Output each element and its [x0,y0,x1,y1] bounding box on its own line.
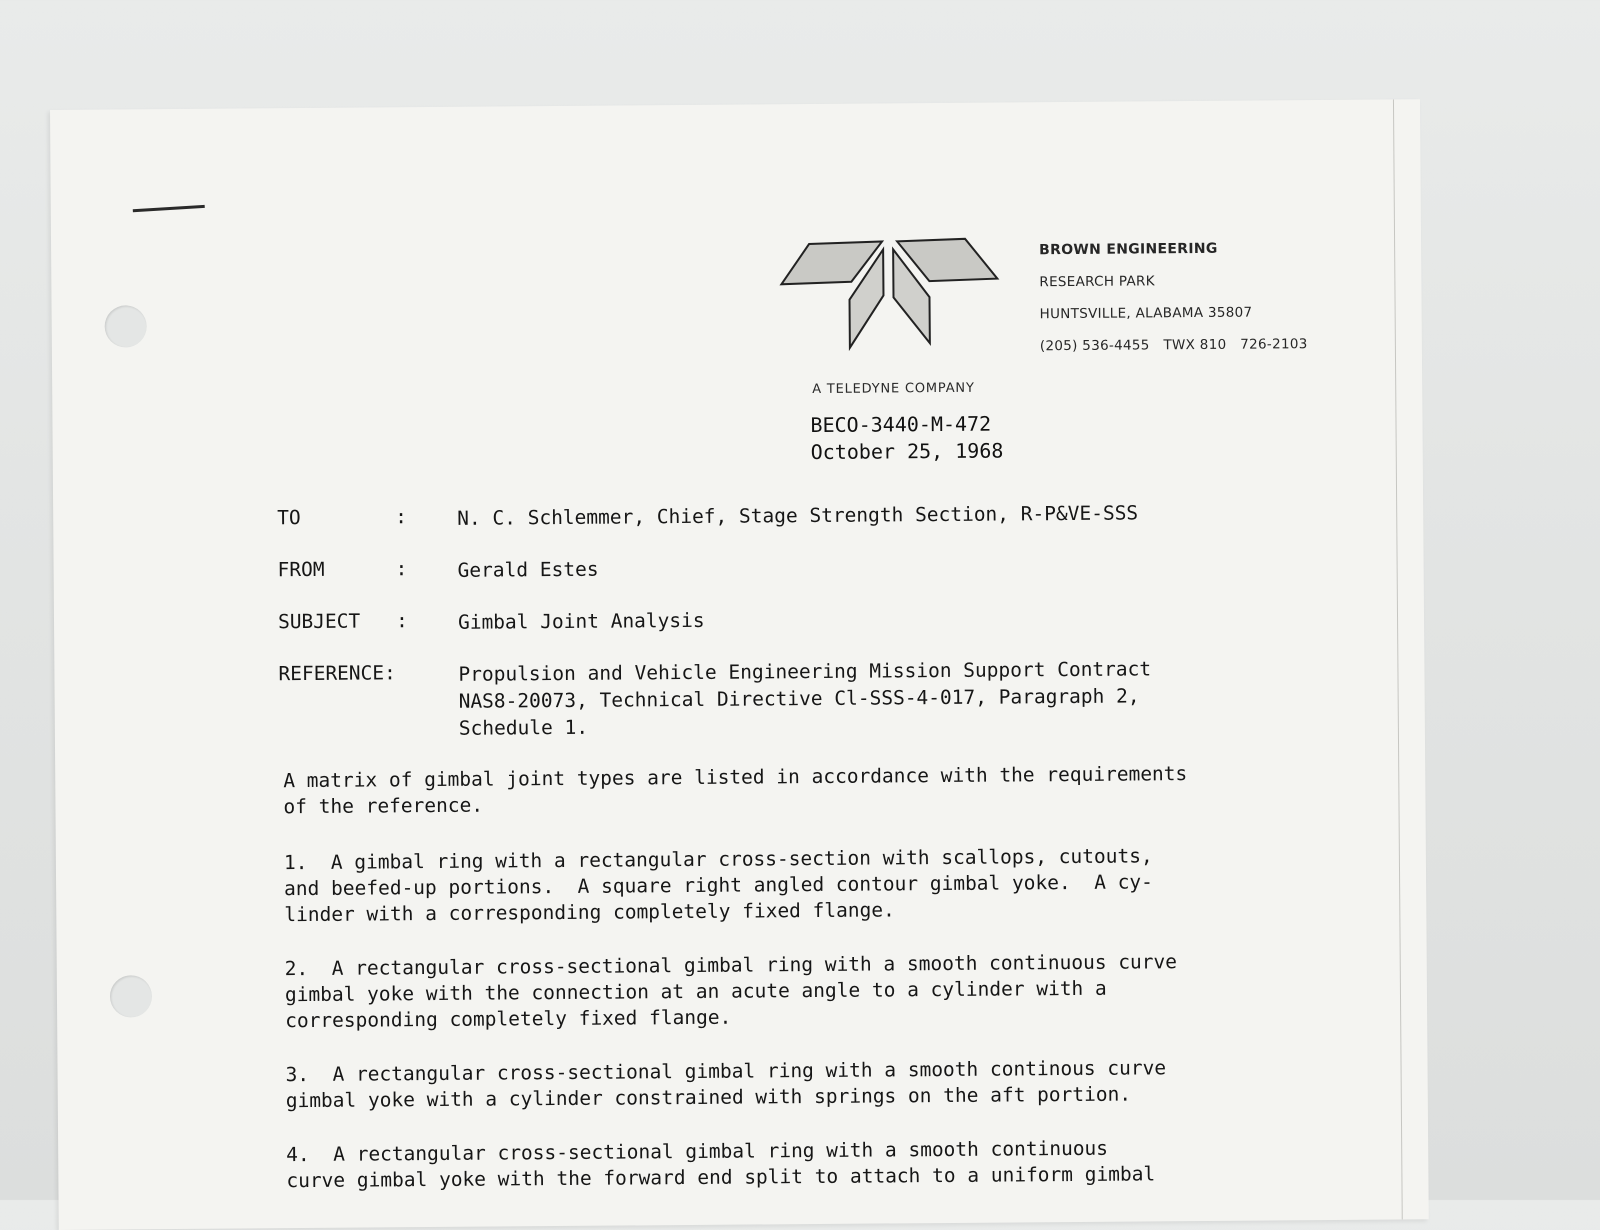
subject-label: SUBJECT [277,609,361,634]
item-line: 1. A gimbal ring with a rectangular cross-section with scallops, cutouts, [283,844,1153,875]
item-line: curve gimbal yoke with the forward end split to attach to a uniform gimbal [286,1162,1156,1193]
list-item [284,842,1345,928]
subject-value: Gimbal Joint Analysis [457,608,705,634]
phone-line: (205) 536-4455 TWX 810 726-2103 [1039,336,1308,355]
item-line: 4. A rectangular cross-sectional gimbal ring with a smooth continuous [286,1136,1109,1167]
reference-label: REFERENCE: [278,661,396,686]
item-line: and beefed-up portions. A square right angled contour gimbal yoke. A cy- [284,870,1153,901]
list-item [286,1134,1346,1194]
punch-hole-top [105,305,147,347]
from-value: Gerald Estes [457,557,599,582]
teledyne-logo-icon [779,235,1002,353]
item-line: linder with a corresponding completely fixed flange. [284,898,895,927]
subject-colon: : [395,609,408,633]
memo-date: October 25, 1968 [810,438,1004,465]
punch-hole-bottom [110,975,152,1017]
company-name: BROWN ENGINEERING [1039,240,1218,259]
page-fold-line [1393,99,1403,1219]
intro-paragraph [283,760,1343,820]
reference-line: Schedule 1. [458,715,589,740]
list-item [285,1054,1345,1114]
reference-value [458,655,1151,741]
to-value: N. C. Schlemmer, Chief, Stage Strength Section, R-P&VE-SSS [457,501,1139,530]
item-line: gimbal yoke with a cylinder constrained with springs on the aft portion. [285,1082,1132,1113]
to-colon: : [395,505,408,529]
reference-line: NAS8-20073, Technical Directive Cl-SSS-4-017, Paragraph 2, [458,684,1140,713]
item-line: 3. A rectangular cross-sectional gimbal ring with a smooth continous curve [285,1056,1167,1087]
memo-number: BECO-3440-M-472 [810,411,992,438]
address-line-2: HUNTSVILLE, ALABAMA 35807 [1039,304,1253,323]
paragraph-line: of the reference. [283,793,484,819]
list-item [285,948,1346,1034]
reference-line: Propulsion and Vehicle Engineering Mission Support Contract [458,657,1152,686]
from-label: FROM [277,557,325,582]
margin-mark [133,205,205,212]
memo-identifier [810,411,1003,467]
letterhead-address [1039,232,1308,362]
address-line-1: RESEARCH PARK [1039,273,1155,291]
item-line: 2. A rectangular cross-sectional gimbal ring with a smooth continuous curve [284,950,1178,981]
from-colon: : [395,557,408,581]
item-line: gimbal yoke with the connection at an acute angle to a cylinder with a [284,976,1107,1007]
to-label: TO [277,506,301,530]
paragraph-line: A matrix of gimbal joint types are listed in accordance with the requirements [283,762,1188,793]
parent-company: A TELEDYNE COMPANY [812,380,975,398]
item-line: corresponding completely fixed flange. [285,1005,732,1033]
memo-page [50,99,1429,1230]
